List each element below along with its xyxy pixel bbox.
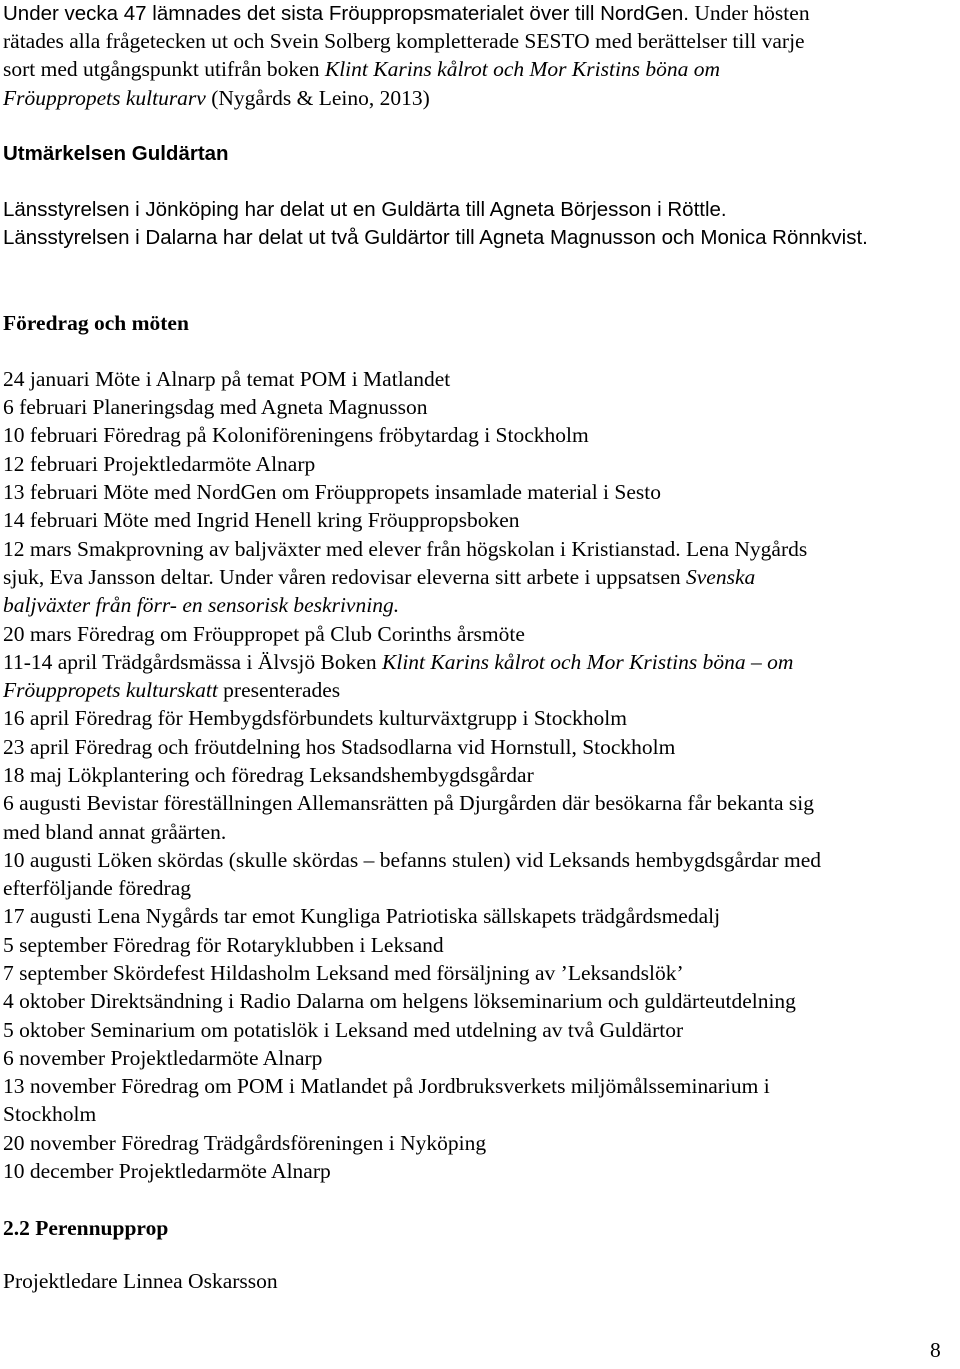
intro-line-4	[3, 84, 955, 112]
intro-line-1-end: Under hösten	[688, 1, 810, 25]
event-line: 5 oktober Seminarium om potatislök i Leksand med utdelning av två Guldärtor	[3, 1018, 684, 1042]
event-line: 6 november Projektledarmöte Alnarp	[3, 1046, 323, 1070]
event-line: 12 mars Smakprovning av baljväxter med elever från högskolan i Kristianstad. Lena Nygårds	[3, 537, 808, 561]
event-line: 12 februari Projektledarmöte Alnarp	[3, 452, 316, 476]
guldartan-line-2: Länsstyrelsen i Dalarna har delat ut två Guldärtor till Agneta Magnusson och Monica Rönnkvist.	[3, 226, 868, 249]
event-line: efterföljande föredrag	[3, 876, 192, 900]
section-heading-perennupprop: 2.2 Perennupprop	[3, 1216, 169, 1240]
intro-line-3	[3, 55, 955, 83]
book-title-italic-2: Fröuppropets kulturskatt	[3, 678, 218, 702]
thesis-title-part-2: baljväxter från förr- en sensorisk beskrivning.	[3, 593, 400, 617]
event-line: 20 november Föredrag Trädgårdsföreningen i Nyköping	[3, 1131, 487, 1155]
event-text: 11-14 april Trädgårdsmässa i Älvsjö Boken	[3, 650, 383, 674]
intro-line-1-start: Under vecka 47 lämnades det sista Fröuppropsmaterialet över till NordGen.	[3, 2, 689, 25]
intro-line-3-plain: sort med utgångspunkt utifrån boken	[3, 57, 325, 81]
event-line	[3, 676, 955, 704]
event-line: 18 maj Lökplantering och föredrag Leksandshembygdsgårdar	[3, 763, 534, 787]
event-line: 13 februari Möte med NordGen om Fröuppropets insamlade material i Sesto	[3, 480, 661, 504]
guldartan-line-1: Länsstyrelsen i Jönköping har delat ut en Guldärta till Agneta Börjesson i Röttle.	[3, 198, 727, 221]
event-line: 7 september Skördefest Hildasholm Leksand med försäljning av ’Leksandslök’	[3, 961, 684, 985]
intro-line-2: rätades alla frågetecken ut och Svein Solberg kompletterade SESTO med berättelser till varje	[3, 29, 805, 53]
section-heading-foredrag: Föredrag och möten	[3, 311, 189, 335]
book-title-part-2: Fröuppropets kulturarv	[3, 86, 206, 110]
event-text: sjuk, Eva Jansson deltar. Under våren redovisar eleverna sitt arbete i uppsatsen	[3, 565, 687, 589]
event-line	[3, 648, 955, 676]
event-line: 6 augusti Bevistar föreställningen Allemansrätten på Djurgården där besökarna får bekanta sig	[3, 791, 814, 815]
project-leader: Projektledare Linnea Oskarsson	[3, 1269, 278, 1293]
event-line: 4 oktober Direktsändning i Radio Dalarna om helgens lökseminarium och guldärteutdelning	[3, 989, 796, 1013]
event-line: 14 februari Möte med Ingrid Henell kring Fröuppropsboken	[3, 508, 520, 532]
book-title-part-1: Klint Karins kålrot och Mor Kristins böna om	[324, 57, 721, 81]
event-line: 17 augusti Lena Nygårds tar emot Kungliga Patriotiska sällskapets trädgårdsmedalj	[3, 904, 721, 928]
book-title-italic: Klint Karins kålrot och Mor Kristins böna – om	[382, 650, 794, 674]
event-line: 6 februari Planeringsdag med Agneta Magnusson	[3, 395, 428, 419]
intro-line-1	[3, 0, 955, 28]
event-line: med bland annat gråärten.	[3, 820, 227, 844]
page-number: 8	[930, 1338, 941, 1362]
event-line: 13 november Föredrag om POM i Matlandet på Jordbruksverkets miljömålsseminarium i	[3, 1074, 770, 1098]
intro-line-4-plain: (Nygårds & Leino, 2013)	[205, 86, 430, 110]
event-line: 10 december Projektledarmöte Alnarp	[3, 1159, 331, 1183]
event-line	[3, 563, 955, 591]
event-line: 24 januari Möte i Alnarp på temat POM i Matlandet	[3, 367, 451, 391]
event-line: 10 februari Föredrag på Koloniföreningens fröbytardag i Stockholm	[3, 423, 589, 447]
event-line: 16 april Föredrag för Hembygdsförbundets kulturväxtgrupp i Stockholm	[3, 706, 627, 730]
event-line: 5 september Föredrag för Rotaryklubben i Leksand	[3, 933, 444, 957]
thesis-title-part-1: Svenska	[686, 565, 756, 589]
event-line: 23 april Föredrag och fröutdelning hos Stadsodlarna vid Hornstull, Stockholm	[3, 735, 676, 759]
section-heading-guldartan: Utmärkelsen Guldärtan	[3, 142, 229, 165]
event-text: presenterades	[217, 678, 341, 702]
event-line: Stockholm	[3, 1102, 97, 1126]
event-line: 10 augusti Löken skördas (skulle skördas – befanns stulen) vid Leksands hembygdsgårdar med	[3, 848, 822, 872]
event-line	[3, 591, 955, 619]
event-line: 20 mars Föredrag om Fröuppropet på Club Corinths årsmöte	[3, 622, 525, 646]
